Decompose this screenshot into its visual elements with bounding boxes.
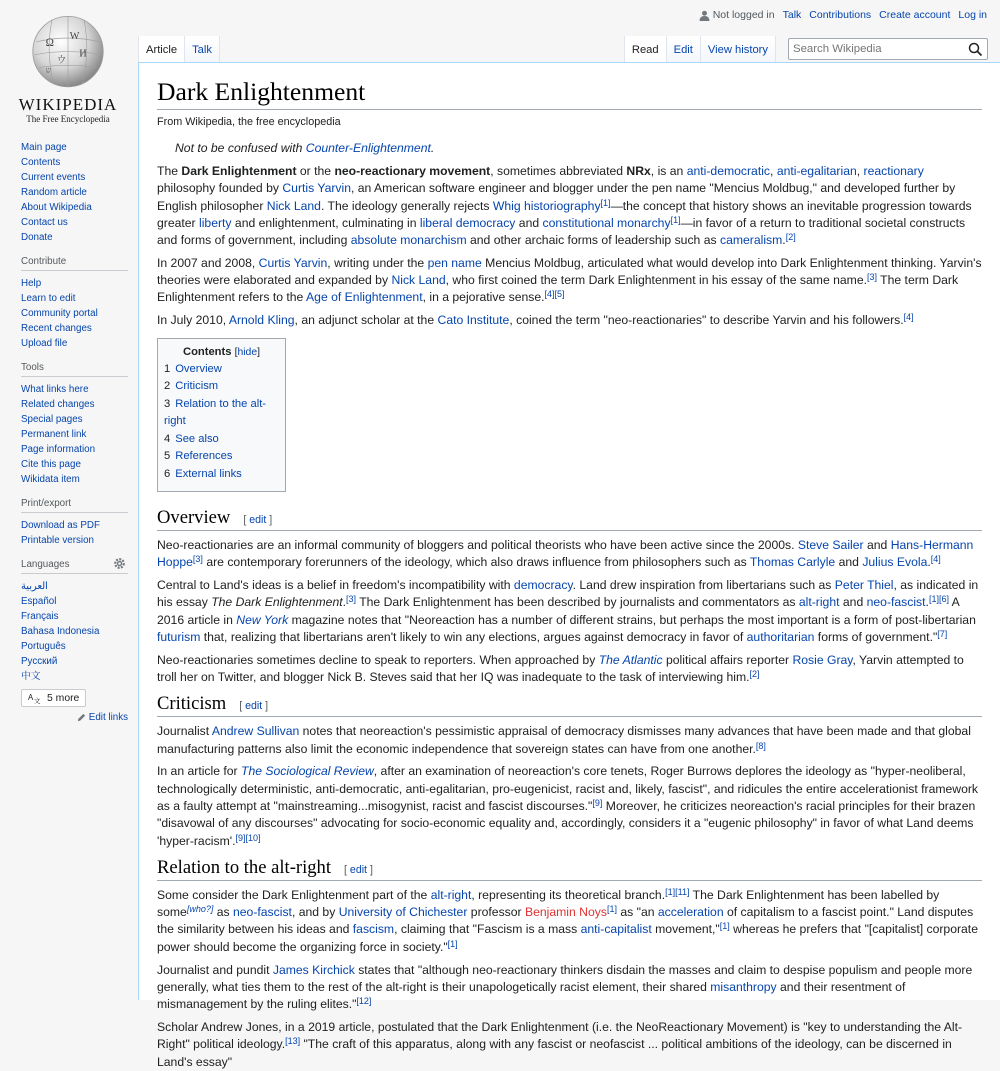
citation-ref[interactable]: [1] [670, 214, 681, 225]
hatnote-prefix: Not to be confused with [175, 140, 306, 155]
sidebar-language-link-portugu-s[interactable]: Português [21, 641, 66, 652]
wiki-link[interactable]: Cato Institute [437, 313, 510, 328]
wiki-link[interactable]: Arnold Kling [228, 313, 295, 328]
intro-paragraph-1: The Dark Enlightenment or the neo-reactionary movement, sometimes abbreviated NRx, is an anti-democratic, anti-egalitarian, reactionary philosophy founded by Curtis Yarvin, an American software engineer and blogger under the pen name "Mencius Moldbug," and developed further by English philosopher Nick Land. The ideology generally rejects Whig historiography[1]—the concept that history shows an inevitable progression towards greater liberty and enlightenment, culminating in liberal democracy and constitutional monarchy[1]—in favor of a return to traditional societal constructs and forms of government, including absolute monarchism and other archaic forms of leadership such as cameralism.[2] [157, 163, 972, 248]
toc-number: 1 [164, 363, 171, 376]
section-heading-criticism [157, 693, 982, 717]
translate-icon [28, 692, 41, 704]
toc-item-references[interactable] [164, 448, 279, 465]
sidebar-nav-link-about-wikipedia[interactable]: About Wikipedia [21, 202, 92, 213]
sidebar-tools-link-wikidata-item[interactable]: Wikidata item [21, 474, 80, 485]
sidebar-language-item [21, 624, 128, 639]
sidebar-tools-link-permanent-link[interactable]: Permanent link [21, 429, 87, 440]
wikipedia-logo[interactable] [14, 8, 122, 123]
toc-item-relation-to-the-alt-right[interactable] [164, 396, 279, 431]
sidebar-tools-link-cite-this-page[interactable]: Cite this page [21, 459, 81, 470]
citation-ref[interactable]: [12] [356, 996, 372, 1007]
sidebar-nav-item [21, 185, 128, 200]
tools-heading: Tools [21, 362, 128, 377]
citation-ref[interactable]: [1] [447, 938, 458, 949]
print-heading: Print/export [21, 498, 128, 513]
wiki-link[interactable]: acceleration [657, 905, 724, 920]
wiki-link[interactable]: Andrew Sullivan [211, 724, 300, 739]
toc-number: 4 [164, 432, 171, 445]
sidebar-tools-item [21, 382, 128, 397]
sidebar-print-link-download-as-pdf[interactable]: Download as PDF [21, 520, 100, 531]
user-icon [699, 10, 710, 21]
toc-link[interactable]: Overview [175, 363, 222, 376]
wiki-link[interactable]: New York [236, 612, 289, 627]
citation-ref[interactable]: [4][5] [544, 289, 565, 300]
sidebar-language-link-fran-ais[interactable]: Français [21, 611, 59, 622]
criticism-section [157, 723, 982, 850]
toc-item-overview[interactable] [164, 361, 279, 378]
sidebar-language-link-5[interactable]: Русский [21, 656, 58, 667]
sidebar-tools-item [21, 397, 128, 412]
toc-number: 2 [164, 380, 171, 393]
wiki-link[interactable]: Peter Thiel [834, 578, 894, 593]
search-box [788, 38, 988, 60]
sidebar-print-link-printable-version[interactable]: Printable version [21, 535, 94, 546]
sidebar-languages [0, 559, 138, 723]
sidebar-tools [0, 362, 138, 487]
toc-title-text: Contents [182, 346, 232, 359]
sidebar-language-item [21, 579, 128, 594]
sidebar-language-item [21, 594, 128, 609]
wiki-link[interactable]: Julius Evola [862, 555, 928, 570]
citation-ref[interactable]: [1] [606, 904, 617, 915]
intro-paragraph-3: In July 2010, Arnold Kling, an adjunct scholar at the Cato Institute, coined the term "neo-reactionaries" to describe Yarvin and his followers.[4] [157, 312, 914, 328]
sidebar-nav-link-contact-us[interactable]: Contact us [21, 217, 68, 228]
site-subtitle: From Wikipedia, the free encyclopedia [157, 115, 341, 128]
sidebar-tools-item [21, 427, 128, 442]
anon-user [699, 9, 775, 21]
sidebar-print-item [21, 518, 128, 533]
wiki-link[interactable]: constitutional monarchy [542, 215, 671, 230]
tab-edit[interactable]: Edit [667, 36, 701, 63]
search-input[interactable] [789, 43, 959, 55]
citation-ref[interactable]: [1][6] [928, 594, 949, 605]
overview-section [157, 537, 982, 686]
toc-link[interactable]: References [175, 450, 233, 463]
wiki-link[interactable]: Hans-Hermann Hoppe [157, 537, 974, 570]
wordmark: WIKIPEDIA [18, 95, 118, 114]
wiki-link[interactable]: anti-democratic [686, 163, 771, 178]
edit-links-label[interactable]: Edit links [88, 712, 128, 723]
citation-ref[interactable]: [9] [592, 797, 603, 808]
wiki-link[interactable]: fascism [352, 922, 395, 937]
citation-needed-tag[interactable]: [who?] [186, 904, 214, 915]
wiki-link[interactable]: liberty [199, 215, 232, 230]
wiki-link[interactable]: Curtis Yarvin [258, 255, 328, 270]
wiki-link[interactable]: University of Chichester [338, 905, 468, 920]
namespace-tabs [138, 36, 220, 63]
sidebar-tools-item [21, 442, 128, 457]
contribute-heading: Contribute [21, 256, 128, 271]
wiki-link[interactable]: James Kirchick [272, 962, 355, 977]
sidebar-language-link-bahasa-indonesia[interactable]: Bahasa Indonesia [21, 626, 100, 637]
overview-paragraph-3: Neo-reactionaries sometimes decline to speak to reporters. When approached by The Atlantic political affairs reporter Rosie Gray, Yarvin attempted to troll her on Twitter, and blogger Nick B. Steves said that her IQ was inadequate to the task of interviewing him.[2] [157, 652, 964, 684]
toc-hide-toggle[interactable]: [hide] [234, 347, 261, 359]
wiki-link[interactable]: Nick Land [391, 273, 446, 288]
sidebar-print-item [21, 533, 128, 548]
sidebar-language-item [21, 654, 128, 669]
overview-paragraph-1: Neo-reactionaries are an informal community of bloggers and political theorists who have been active since the 2000s. Steve Sailer and Hans-Hermann Hoppe[3] are contemporary forerunners of the ideology, which also draws influence from philosophers such as Thomas Carlyle and Julius Evola.[4] [157, 537, 974, 570]
italic-title: The Dark Enlightenment [211, 595, 343, 610]
citation-ref[interactable]: [2] [749, 669, 760, 679]
edit-section-overview[interactable]: [ edit ] [243, 513, 273, 526]
toc-link[interactable]: Relation to the alt-right [164, 397, 267, 428]
sidebar-contribute-item [21, 336, 128, 351]
citation-ref[interactable]: [2] [785, 232, 796, 243]
wiki-link[interactable]: liberal democracy [419, 215, 516, 230]
sidebar-nav-item [21, 155, 128, 170]
wiki-link[interactable]: The Atlantic [598, 652, 663, 667]
sidebar-tools-link-special-pages[interactable]: Special pages [21, 414, 83, 425]
toc-item-criticism[interactable] [164, 378, 279, 395]
wiki-link[interactable]: misanthropy [710, 979, 777, 994]
personal-tools [699, 9, 987, 21]
alt-right-heading-text: Relation to the alt-right [157, 856, 332, 878]
tab-view-history[interactable]: View history [701, 36, 776, 63]
wiki-link[interactable]: Whig historiography [492, 198, 601, 213]
languages-heading-text: Languages [21, 559, 70, 570]
overview-heading-text: Overview [157, 506, 231, 528]
toc-hide-link[interactable]: hide [237, 347, 258, 359]
edit-section-criticism[interactable]: [ edit ] [239, 700, 269, 713]
sidebar-language-link-0[interactable]: العربية [21, 581, 48, 592]
tagline: The Free Encyclopedia [26, 114, 110, 124]
sidebar-nav-item [21, 215, 128, 230]
page-title: Dark Enlightenment [157, 77, 982, 110]
citation-ref[interactable]: [13] [285, 1036, 301, 1047]
toc-link[interactable]: External links [175, 467, 242, 480]
sidebar-nav-link-contents[interactable]: Contents [21, 157, 61, 168]
sidebar-tools-item [21, 412, 128, 427]
edit-section-alt-right[interactable]: [ edit ] [344, 863, 373, 876]
edit-interlanguage-links[interactable] [21, 712, 128, 723]
alt-right-section [157, 887, 982, 1071]
svg-text:文: 文 [33, 698, 41, 706]
bold-term: NRx [626, 163, 651, 178]
sidebar-contribute-link-upload-file[interactable]: Upload file [21, 338, 68, 349]
wiki-link[interactable]: Nick Land [266, 198, 321, 213]
criticism-paragraph-1: Journalist Andrew Sullivan notes that neoreaction's pessimistic appraisal of democracy dismisses many advances that have been made and that global manufacturing patterns also limit the economic independence that sovereign states can have from one another.[8] [157, 724, 971, 756]
wiki-link[interactable]: anti-capitalist [580, 922, 652, 937]
svg-text:И: И [79, 48, 87, 60]
wiki-link[interactable]: Steve Sailer [797, 537, 864, 552]
sidebar-tools-item [21, 457, 128, 472]
pencil-icon [77, 713, 86, 722]
citation-ref[interactable]: [4] [903, 312, 914, 323]
toc-number: 6 [164, 467, 171, 480]
wiki-link[interactable]: absolute monarchism [350, 233, 467, 248]
hatnote [157, 140, 982, 157]
intro-section [157, 163, 982, 330]
sidebar-language-item [21, 669, 128, 684]
wiki-link[interactable]: pen name [427, 255, 482, 270]
toc-item-external-links[interactable] [164, 466, 279, 483]
more-languages-button[interactable] [21, 689, 86, 707]
overview-paragraph-2: Central to Land's ideas is a belief in freedom's incompatibility with democracy. Land drew inspiration from libertarians such as Peter Thiel, as indicated in his essay The Dark Enlightenment.[3] The Dark Enlightenment has been described by journalists and commentators as alt-right and neo-fascist.[1][6] A 2016 article in New York magazine notes that "Neoreaction has a number of different strains, but perhaps the most important is a form of post-libertarian futurism that, realizing that libertarians aren't likely to win any elections, argues against democracy in favor of authoritarian forms of government."[7] [157, 578, 979, 644]
wiki-link[interactable]: democracy [513, 578, 573, 593]
toc-link[interactable]: See also [175, 432, 219, 445]
bold-term: Dark Enlightenment [181, 163, 297, 178]
citation-ref[interactable]: [1] [600, 197, 611, 208]
languages-heading [21, 559, 128, 574]
red-link[interactable]: Benjamin Noys [524, 905, 607, 920]
not-logged-in-text: Not logged in [712, 9, 775, 21]
sidebar-contribute-link-help[interactable]: Help [21, 278, 42, 289]
create-account-link[interactable]: Create account [879, 9, 951, 21]
wiki-link[interactable]: Age of Enlightenment [306, 290, 423, 305]
sidebar-contribute-link-recent-changes[interactable]: Recent changes [21, 323, 92, 334]
toc-number: 3 [164, 397, 171, 410]
alt-right-paragraph-2: Journalist and pundit James Kirchick states that "although neo-reactionary thinkers disdain the masses and claim to despise populism and people more generally, what ties them to the rest of the alt-right is their unapologetically racist element, their shared misanthropy and their resentment of mismanagement by the ruling elites."[12] [157, 962, 973, 1012]
wiki-link[interactable]: neo-fascist [866, 595, 926, 610]
sidebar-nav-item [21, 200, 128, 215]
section-heading-overview [157, 507, 982, 531]
wiki-link[interactable]: The Sociological Review [241, 764, 374, 779]
sidebar-language-link-espa-ol[interactable]: Español [21, 596, 57, 607]
toc-title [164, 346, 279, 358]
sidebar-language-item [21, 639, 128, 654]
wiki-link[interactable]: alt-right [798, 595, 840, 610]
wiki-link[interactable]: alt-right [430, 887, 472, 902]
sidebar-nav-link-donate[interactable]: Donate [21, 232, 53, 243]
criticism-heading-text: Criticism [157, 693, 227, 715]
sidebar-nav-link-current-events[interactable]: Current events [21, 172, 86, 183]
sidebar-nav-link-random-article[interactable]: Random article [21, 187, 87, 198]
wiki-link[interactable]: futurism [157, 629, 201, 644]
sidebar-tools-link-page-information[interactable]: Page information [21, 444, 96, 455]
wiki-link[interactable]: cameralism [719, 233, 783, 248]
citation-ref[interactable]: [7] [937, 628, 948, 639]
citation-ref[interactable]: [8] [755, 740, 766, 751]
gear-icon[interactable] [113, 557, 126, 570]
toc-item-see-also[interactable] [164, 431, 279, 448]
citation-ref[interactable]: [9][10] [235, 832, 261, 843]
citation-ref[interactable]: [4] [930, 554, 941, 565]
bold-term: neo-reactionary movement [334, 163, 491, 178]
tab-read[interactable]: Read [624, 36, 667, 63]
citation-ref[interactable]: [1] [719, 921, 730, 932]
view-tabs [624, 36, 776, 63]
sidebar-nav-item [21, 230, 128, 245]
criticism-paragraph-2: In an article for The Sociological Review, after an examination of neoreaction's core tenets, Roger Burrows deplores the ideology as "hyper-neoliberal, technologically deterministic, anti-democratic, anti-egalitarian, pro-eugenicist, racist and, likely, fascist", and ridicules the entire accelerationist framework as a faulty attempt at "mainstreaming...misogynist, racist and fascist discourses."[9] Moreover, he criticizes neoreaction's racial principles for their brazen "disavowal of any discourses" advocating for socio-economic equality and, accordingly, considers it a "eugenic philosophy" in favor of what Land deems 'hyper-racism'.[9][10] [157, 764, 979, 848]
sidebar-tools-link-what-links-here[interactable]: What links here [21, 384, 89, 395]
toc-number: 5 [164, 450, 171, 463]
svg-text:ש: ש [45, 65, 52, 75]
hatnote-suffix: . [430, 140, 435, 155]
wiki-link[interactable]: authoritarian [746, 629, 815, 644]
sidebar-contribute-item [21, 321, 128, 336]
sidebar-contribute-item [21, 306, 128, 321]
alt-right-paragraph-3: Scholar Andrew Jones, in a 2019 article, postulated that the Dark Enlightenment (i.e. the NeoReactionary Movement) is "key to understanding the Alt-Right" political ideology.[13] "The craft of this apparatus, along with any fascist or neofascist ... political ambitions of the ideology, can be discerned in Land's essay" [157, 1019, 963, 1069]
svg-text:ウ: ウ [56, 54, 67, 66]
search-icon[interactable] [968, 42, 983, 57]
sidebar-language-item [21, 609, 128, 624]
wiki-link[interactable]: anti-egalitarian [776, 163, 857, 178]
edit-section-link[interactable]: edit [349, 863, 368, 876]
sidebar-print [0, 498, 138, 548]
wiki-link[interactable]: reactionary [863, 163, 924, 178]
citation-ref[interactable]: [3] [346, 594, 357, 605]
sidebar-contribute-link-learn-to-edit[interactable]: Learn to edit [21, 293, 76, 304]
edit-section-link[interactable]: edit [249, 513, 267, 526]
citation-ref[interactable]: [1][11] [665, 886, 690, 897]
sidebar-language-link-6[interactable]: 中文 [21, 671, 41, 682]
wiki-link[interactable]: neo-fascist [233, 905, 292, 920]
sidebar-nav-link-main-page[interactable]: Main page [21, 142, 67, 153]
section-heading-alt-right [157, 857, 982, 881]
sidebar-nav-item [21, 170, 128, 185]
sidebar-contribute-link-community-portal[interactable]: Community portal [21, 308, 98, 319]
log-in-link[interactable]: Log in [958, 9, 987, 21]
contributions-link[interactable]: Contributions [809, 9, 872, 21]
sidebar-contribute-item [21, 291, 128, 306]
sidebar-contribute [0, 256, 138, 351]
sidebar-tools-item [21, 472, 128, 487]
sidebar-nav-item [21, 140, 128, 155]
tab-article[interactable]: Article [138, 36, 185, 63]
hatnote-link[interactable]: Counter-Enlightenment [305, 140, 431, 155]
svg-text:Ω: Ω [45, 37, 54, 49]
sidebar-contribute-item [21, 276, 128, 291]
svg-text:A: A [28, 692, 34, 702]
globe-icon [26, 10, 110, 90]
svg-text:W: W [69, 30, 80, 42]
sidebar-navigation [0, 140, 138, 245]
tab-talk[interactable]: Talk [185, 36, 220, 63]
more-languages-label: 5 more [47, 692, 80, 704]
citation-ref[interactable]: [3] [192, 554, 203, 565]
wiki-link[interactable]: Thomas Carlyle [749, 555, 836, 570]
main-content [138, 62, 1000, 1069]
alt-right-paragraph-1: Some consider the Dark Enlightenment part of the alt-right, representing its theoretical branch.[1][11] The Dark Enlightenment has been labelled by some[who?] as neo-fascist, and by University of Chichester professor Benjamin Noys[1] as "an acceleration of capitalism to a fascist point." Land disputes the similarity between his ideas and fascism, claiming that "Fascism is a mass anti-capitalist movement,"[1] whereas he prefers that "[capitalist] corporate power should become the organizing force in society."[1] [157, 886, 978, 954]
user-talk-link[interactable]: Talk [782, 9, 802, 21]
intro-paragraph-2: In 2007 and 2008, Curtis Yarvin, writing under the pen name Mencius Moldbug, articulated what would develop into Dark Enlightenment thinking. Yarvin's theories were elaborated and expanded by Nick Land, who first coined the term Dark Enlightenment in his essay of the same name.[3] The term Dark Enlightenment refers to the Age of Enlightenment, in a pejorative sense.[4][5] [157, 255, 982, 305]
wiki-link[interactable]: Curtis Yarvin [282, 181, 351, 196]
sidebar [0, 140, 138, 734]
sidebar-tools-link-related-changes[interactable]: Related changes [21, 399, 95, 410]
citation-ref[interactable]: [3] [866, 272, 877, 283]
edit-section-link[interactable]: edit [245, 700, 263, 713]
table-of-contents [157, 338, 286, 492]
wiki-link[interactable]: Rosie Gray [792, 652, 853, 667]
toc-link[interactable]: Criticism [175, 380, 219, 393]
